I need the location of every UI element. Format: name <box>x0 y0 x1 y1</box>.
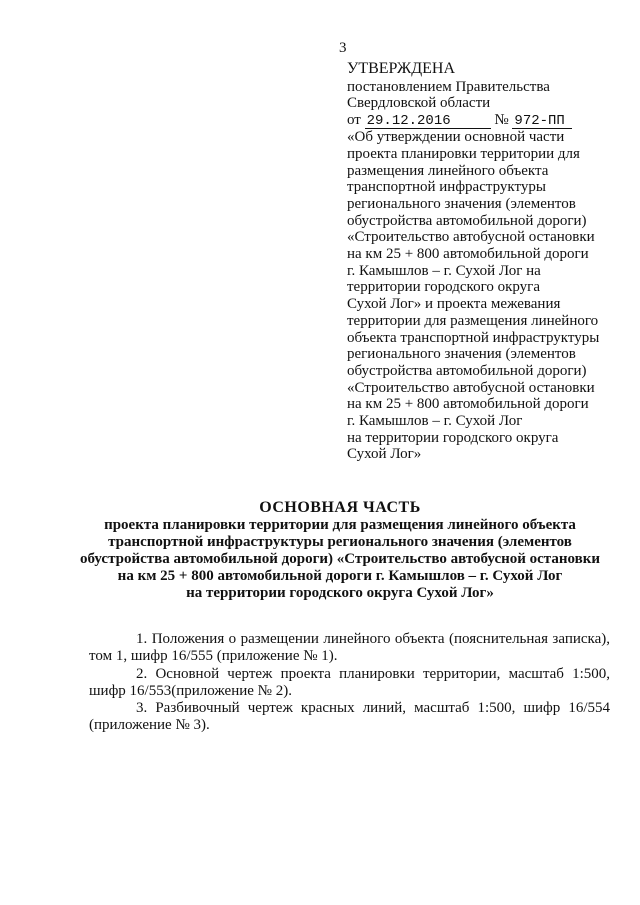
page-number: 3 <box>339 40 347 56</box>
approval-line: Свердловской области <box>347 95 491 112</box>
approval-line: на км 25 + 800 автомобильной дороги <box>347 396 589 413</box>
approval-line: регионального значения (элементов <box>347 195 576 212</box>
list-item-line: шифр 16/553(приложение № 2). <box>89 682 292 699</box>
approval-line: обустройства автомобильной дороги) <box>347 362 587 379</box>
list-item-line: том 1, шифр 16/555 (приложение № 1). <box>89 648 338 665</box>
approval-line: обустройства автомобильной дороги) <box>347 212 587 229</box>
decree-number: 972-ПП <box>512 114 572 129</box>
approval-line: размещения линейного объекта <box>347 162 549 179</box>
list-item <box>88 666 610 701</box>
approval-line: Сухой Лог» <box>347 446 422 463</box>
title-line: на территории городского округа Сухой Лог» <box>186 585 494 601</box>
approval-line: проекта планировки территории для <box>347 145 580 162</box>
date-prefix: от <box>347 112 361 129</box>
approval-line: Сухой Лог» и проекта межевания <box>347 296 561 313</box>
list-item-line: 1. Положения о размещении линейного объекта (пояснительная записка), <box>136 631 610 647</box>
contents-list <box>88 631 610 735</box>
approval-line: на территории городского округа <box>347 429 559 446</box>
title-line: транспортной инфраструктуры регионального значения (элементов <box>108 534 572 550</box>
decree-date: 29.12.2016 <box>365 114 491 129</box>
title-line: обустройства автомобильной дороги) «Строительство автобусной остановки <box>79 551 601 567</box>
decree-date-number <box>347 112 629 129</box>
approval-line: территории для размещения линейного <box>347 312 599 329</box>
approval-stamp <box>347 61 629 463</box>
approval-subject <box>347 129 629 463</box>
list-item-line: 3. Разбивочный чертеж красных линий, масштаб 1:500, шифр 16/554 <box>136 700 610 717</box>
approval-line: «Строительство автобусной остановки <box>347 379 595 396</box>
approval-line: постановлением Правительства <box>347 78 550 95</box>
title-line: проекта планировки территории для размещения линейного объекта <box>104 517 576 533</box>
title-line: на км 25 + 800 автомобильной дороги г. Камышлов – г. Сухой Лог <box>117 568 563 584</box>
number-prefix: № <box>494 112 509 129</box>
list-item-line: (приложение № 3). <box>89 717 210 734</box>
approval-line: на км 25 + 800 автомобильной дороги <box>347 246 589 263</box>
list-item <box>88 700 610 735</box>
list-item <box>88 631 610 666</box>
approval-line: «Об утверждении основной части <box>347 129 565 146</box>
approval-line: г. Камышлов – г. Сухой Лог <box>347 413 523 430</box>
document-title <box>40 499 640 602</box>
list-item-line: 2. Основной чертеж проекта планировки территории, масштаб 1:500, <box>136 665 610 682</box>
main-title: ОСНОВНАЯ ЧАСТЬ <box>259 499 421 516</box>
approval-line: регионального значения (элементов <box>347 346 576 363</box>
approval-line: «Строительство автобусной остановки <box>347 229 595 246</box>
approval-line: территории городского округа <box>347 279 540 296</box>
approval-line: транспортной инфраструктуры <box>347 179 546 196</box>
approval-heading: УТВЕРЖДЕНА <box>347 60 456 77</box>
approval-line: объекта транспортной инфраструктуры <box>347 329 600 346</box>
approval-line: г. Камышлов – г. Сухой Лог на <box>347 262 541 279</box>
